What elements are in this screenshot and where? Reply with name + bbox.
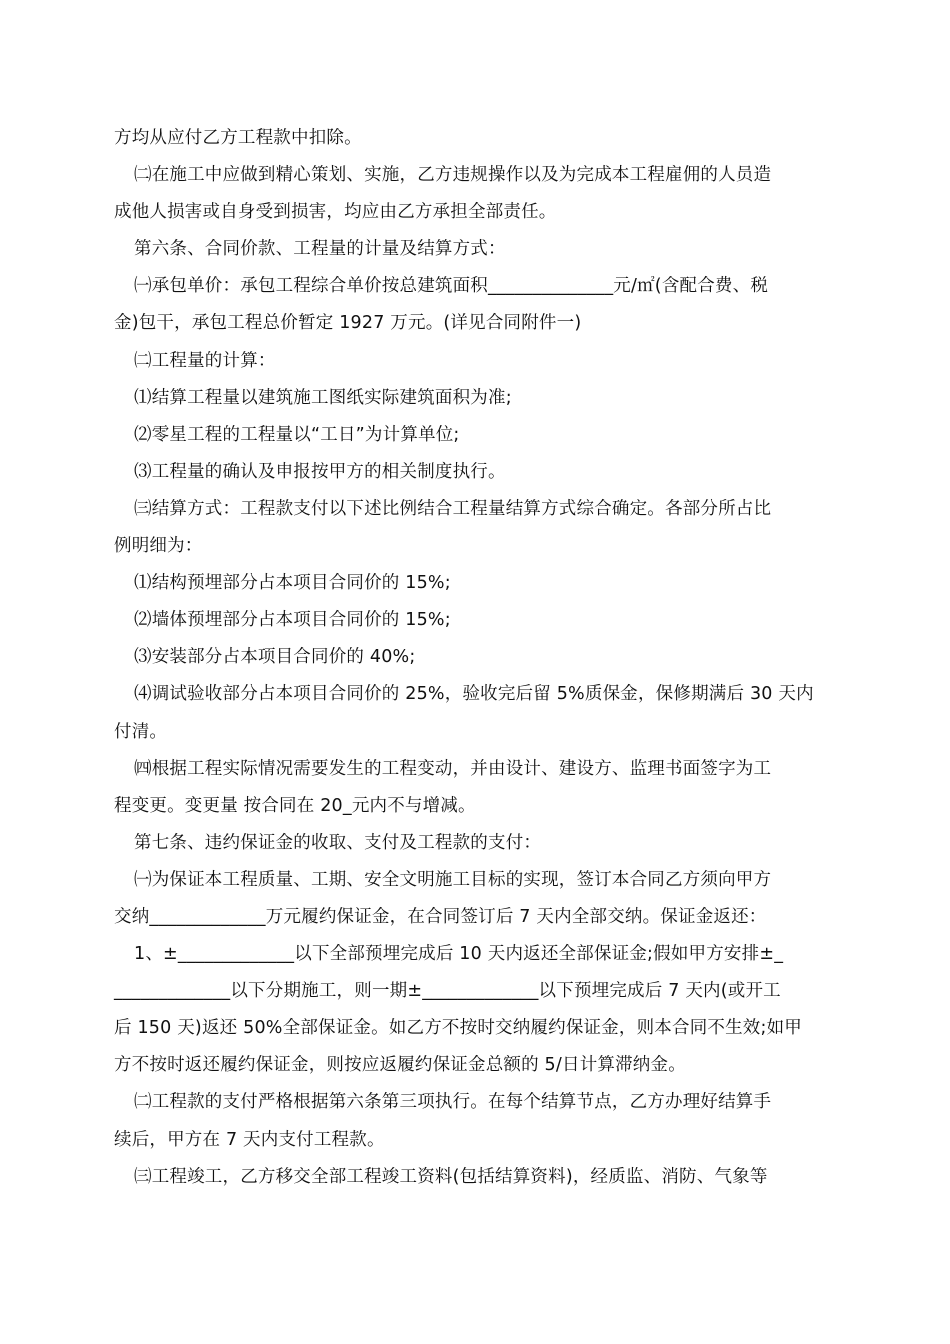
text-line: ⑴结算工程量以建筑施工图纸实际建筑面积为准;	[134, 387, 512, 408]
text-line: 1、±_____________以下全部预埋完成后 10 天内返还全部保证金;假如甲方安排±_	[134, 944, 784, 965]
text-line: 例明细为：	[114, 536, 203, 557]
text-line: ⑶工程量的确认及申报按甲方的相关制度执行。	[134, 461, 506, 482]
text-line: ㈡工程量的计算：	[134, 350, 276, 371]
text-line: _____________以下分期施工，则一期±_____________以下预埋完成后 7 天内(或开工	[114, 981, 781, 1002]
text-line: ⑵零星工程的工程量以“工日”为计算单位;	[134, 424, 460, 445]
text-line: 付清。	[114, 721, 168, 742]
text-line: ⑴结构预埋部分占本项目合同价的 15%;	[134, 573, 451, 594]
text-line: 程变更。变更量 按合同在 20_元内不与增减。	[114, 795, 476, 816]
text-line: 金)包干，承包工程总价暂定 1927 万元。(详见合同附件一)	[114, 313, 582, 334]
text-line: ㈢结算方式：工程款支付以下述比例结合工程量结算方式综合确定。各部分所占比	[134, 498, 772, 519]
text-line: ㈡工程款的支付严格根据第六条第三项执行。在每个结算节点，乙方办理好结算手	[134, 1092, 772, 1113]
text-line: 方均从应付乙方工程款中扣除。	[114, 128, 362, 148]
text-line: 第七条、违约保证金的收取、支付及工程款的支付：	[134, 832, 542, 853]
text-line: ⑶安装部分占本项目合同价的 40%;	[134, 647, 416, 668]
text-line: 交纳_____________万元履约保证金，在合同签订后 7 天内全部交纳。保证金返还：	[114, 906, 767, 927]
text-line: ⑵墙体预埋部分占本项目合同价的 15%;	[134, 610, 451, 631]
text-line: ㈢工程竣工，乙方移交全部工程竣工资料(包括结算资料)，经质监、消防、气象等	[134, 1166, 768, 1187]
text-line: 成他人损害或自身受到损害，均应由乙方承担全部责任。	[114, 202, 557, 223]
text-line: ㈣根据工程实际情况需要发生的工程变动，并由设计、建设方、监理书面签字为工	[134, 758, 772, 779]
text-line: 后 150 天)返还 50%全部保证金。如乙方不按时交纳履约保证金，则本合同不生效;如甲	[114, 1018, 803, 1039]
text-line: 第六条、合同价款、工程量的计量及结算方式：	[134, 239, 506, 260]
text-line: ⑷调试验收部分占本项目合同价的 25%，验收完后留 5%质保金，保修期满后 30 天内	[134, 684, 814, 705]
text-line: ㈠为保证本工程质量、工期、安全文明施工目标的实现，签订本合同乙方须向甲方	[134, 869, 772, 890]
document-body	[114, 120, 840, 1196]
text-line: 续后，甲方在 7 天内支付工程款。	[114, 1129, 385, 1150]
text-line: ㈠承包单价：承包工程综合单价按总建筑面积______________元/㎡(含配合费、税	[134, 276, 769, 297]
text-line: ㈡在施工中应做到精心策划、实施，乙方违规操作以及为完成本工程雇佣的人员造	[134, 165, 772, 186]
text-line: 方不按时返还履约保证金，则按应返履约保证金总额的 5/日计算滞纳金。	[114, 1055, 686, 1076]
